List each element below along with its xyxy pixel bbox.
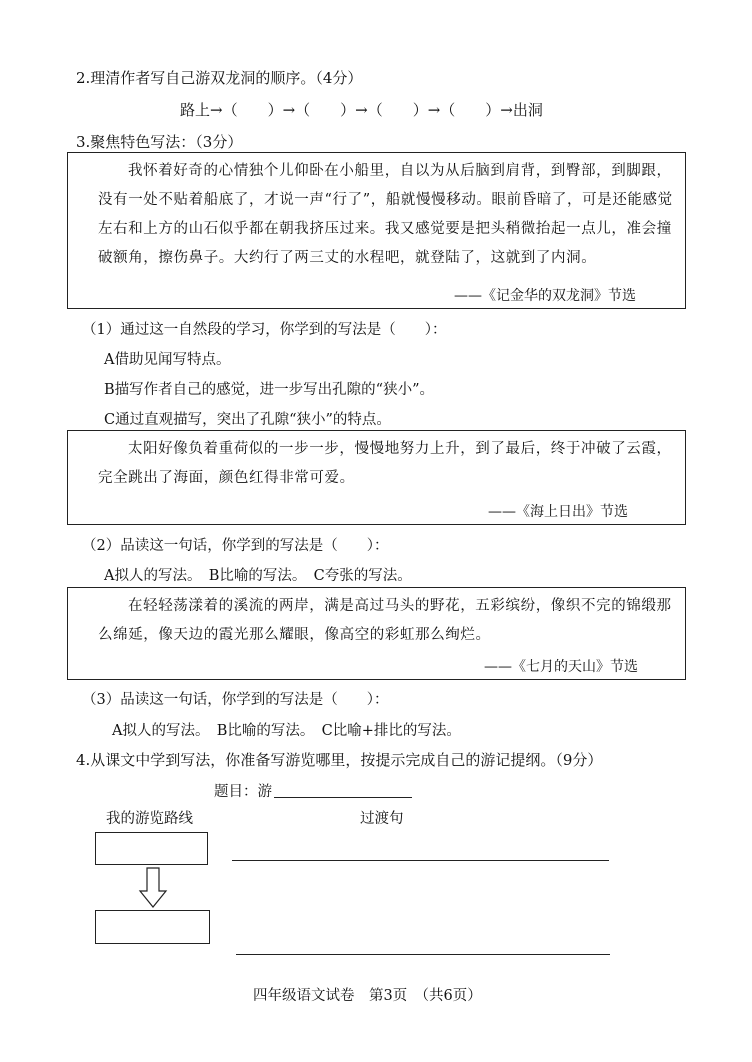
passage-3-text: 在轻轻荡漾着的溪流的两岸，满是高过马头的野花，五彩缤纷，像织不完的锦缎那么绵延，像天边的霞光那么耀眼，像高空的彩虹那么绚烂。 [98, 598, 672, 643]
transition-line-1[interactable] [232, 860, 609, 861]
passage-1-text: 我怀着好奇的心情独个儿仰卧在小船里，自以为从后脑到肩背，到臀部，到脚跟，没有一处不贴着船底了，才说一声“行了”，船就慢慢移动。眼前昏暗了，可是还能感觉左右和上方的山石似乎都在朝我挤压过来。我又感觉要是把头稍微抬起一点儿，准会撞破额角，擦伤鼻子。大约行了两三丈的水程吧，就登陆了，这就到了内洞。 [98, 163, 673, 266]
topic-answer-line[interactable] [274, 797, 412, 798]
sub2-options: A拟人的写法。 B比喻的写法。 C夸张的写法。 [104, 568, 412, 584]
topic-label: 题目：游 [214, 784, 272, 800]
sub1-option-c: C通过直观描写，突出了孔隙“狭小”的特点。 [104, 412, 391, 428]
sub2-question: （2）品读这一句话，你学到的写法是（ ）： [82, 538, 389, 554]
passage-2-source: ——《海上日出》节选 [488, 504, 628, 520]
passage-box-1 [67, 152, 686, 309]
sub3-question: （3）品读这一句话，你学到的写法是（ ）： [82, 692, 389, 708]
sub1-option-b: B描写作者自己的感觉，进一步写出孔隙的“狭小”。 [104, 382, 434, 398]
sub1-option-a: A借助见闻写特点。 [104, 352, 231, 368]
sub1-question: （1）通过这一自然段的学习，你学到的写法是（ ）： [82, 322, 447, 338]
passage-box-3 [67, 587, 686, 680]
q2-sequence: 路上→（ ）→（ ）→（ ）→（ ）→出洞 [180, 101, 543, 119]
route-box-1[interactable] [95, 832, 208, 865]
down-arrow-icon [138, 867, 168, 909]
q2-title: 2.理清作者写自己游双龙洞的顺序。（4分） [76, 69, 363, 87]
passage-3-source: ——《七月的天山》节选 [484, 659, 638, 675]
q4-title: 4.从课文中学到写法，你准备写游览哪里，按提示完成自己的游记提纲。（9分） [76, 751, 603, 769]
passage-2-text: 太阳好像负着重荷似的一步一步，慢慢地努力上升，到了最后，终于冲破了云霞，完全跳出了海面，颜色红得非常可爱。 [98, 441, 672, 486]
passage-1-source: ——《记金华的双龙洞》节选 [454, 288, 636, 304]
page-footer: 四年级语文试卷 第3页 （共6页） [253, 988, 482, 1004]
transition-label: 过渡句 [360, 811, 404, 827]
q3-title: 3.聚焦特色写法：（3分） [76, 133, 243, 151]
sub3-options: A拟人的写法。 B比喻的写法。 C比喻+排比的写法。 [112, 723, 461, 739]
passage-box-2 [67, 430, 686, 525]
transition-line-2[interactable] [236, 954, 610, 955]
route-box-2[interactable] [95, 910, 210, 944]
route-label: 我的游览路线 [106, 811, 193, 827]
